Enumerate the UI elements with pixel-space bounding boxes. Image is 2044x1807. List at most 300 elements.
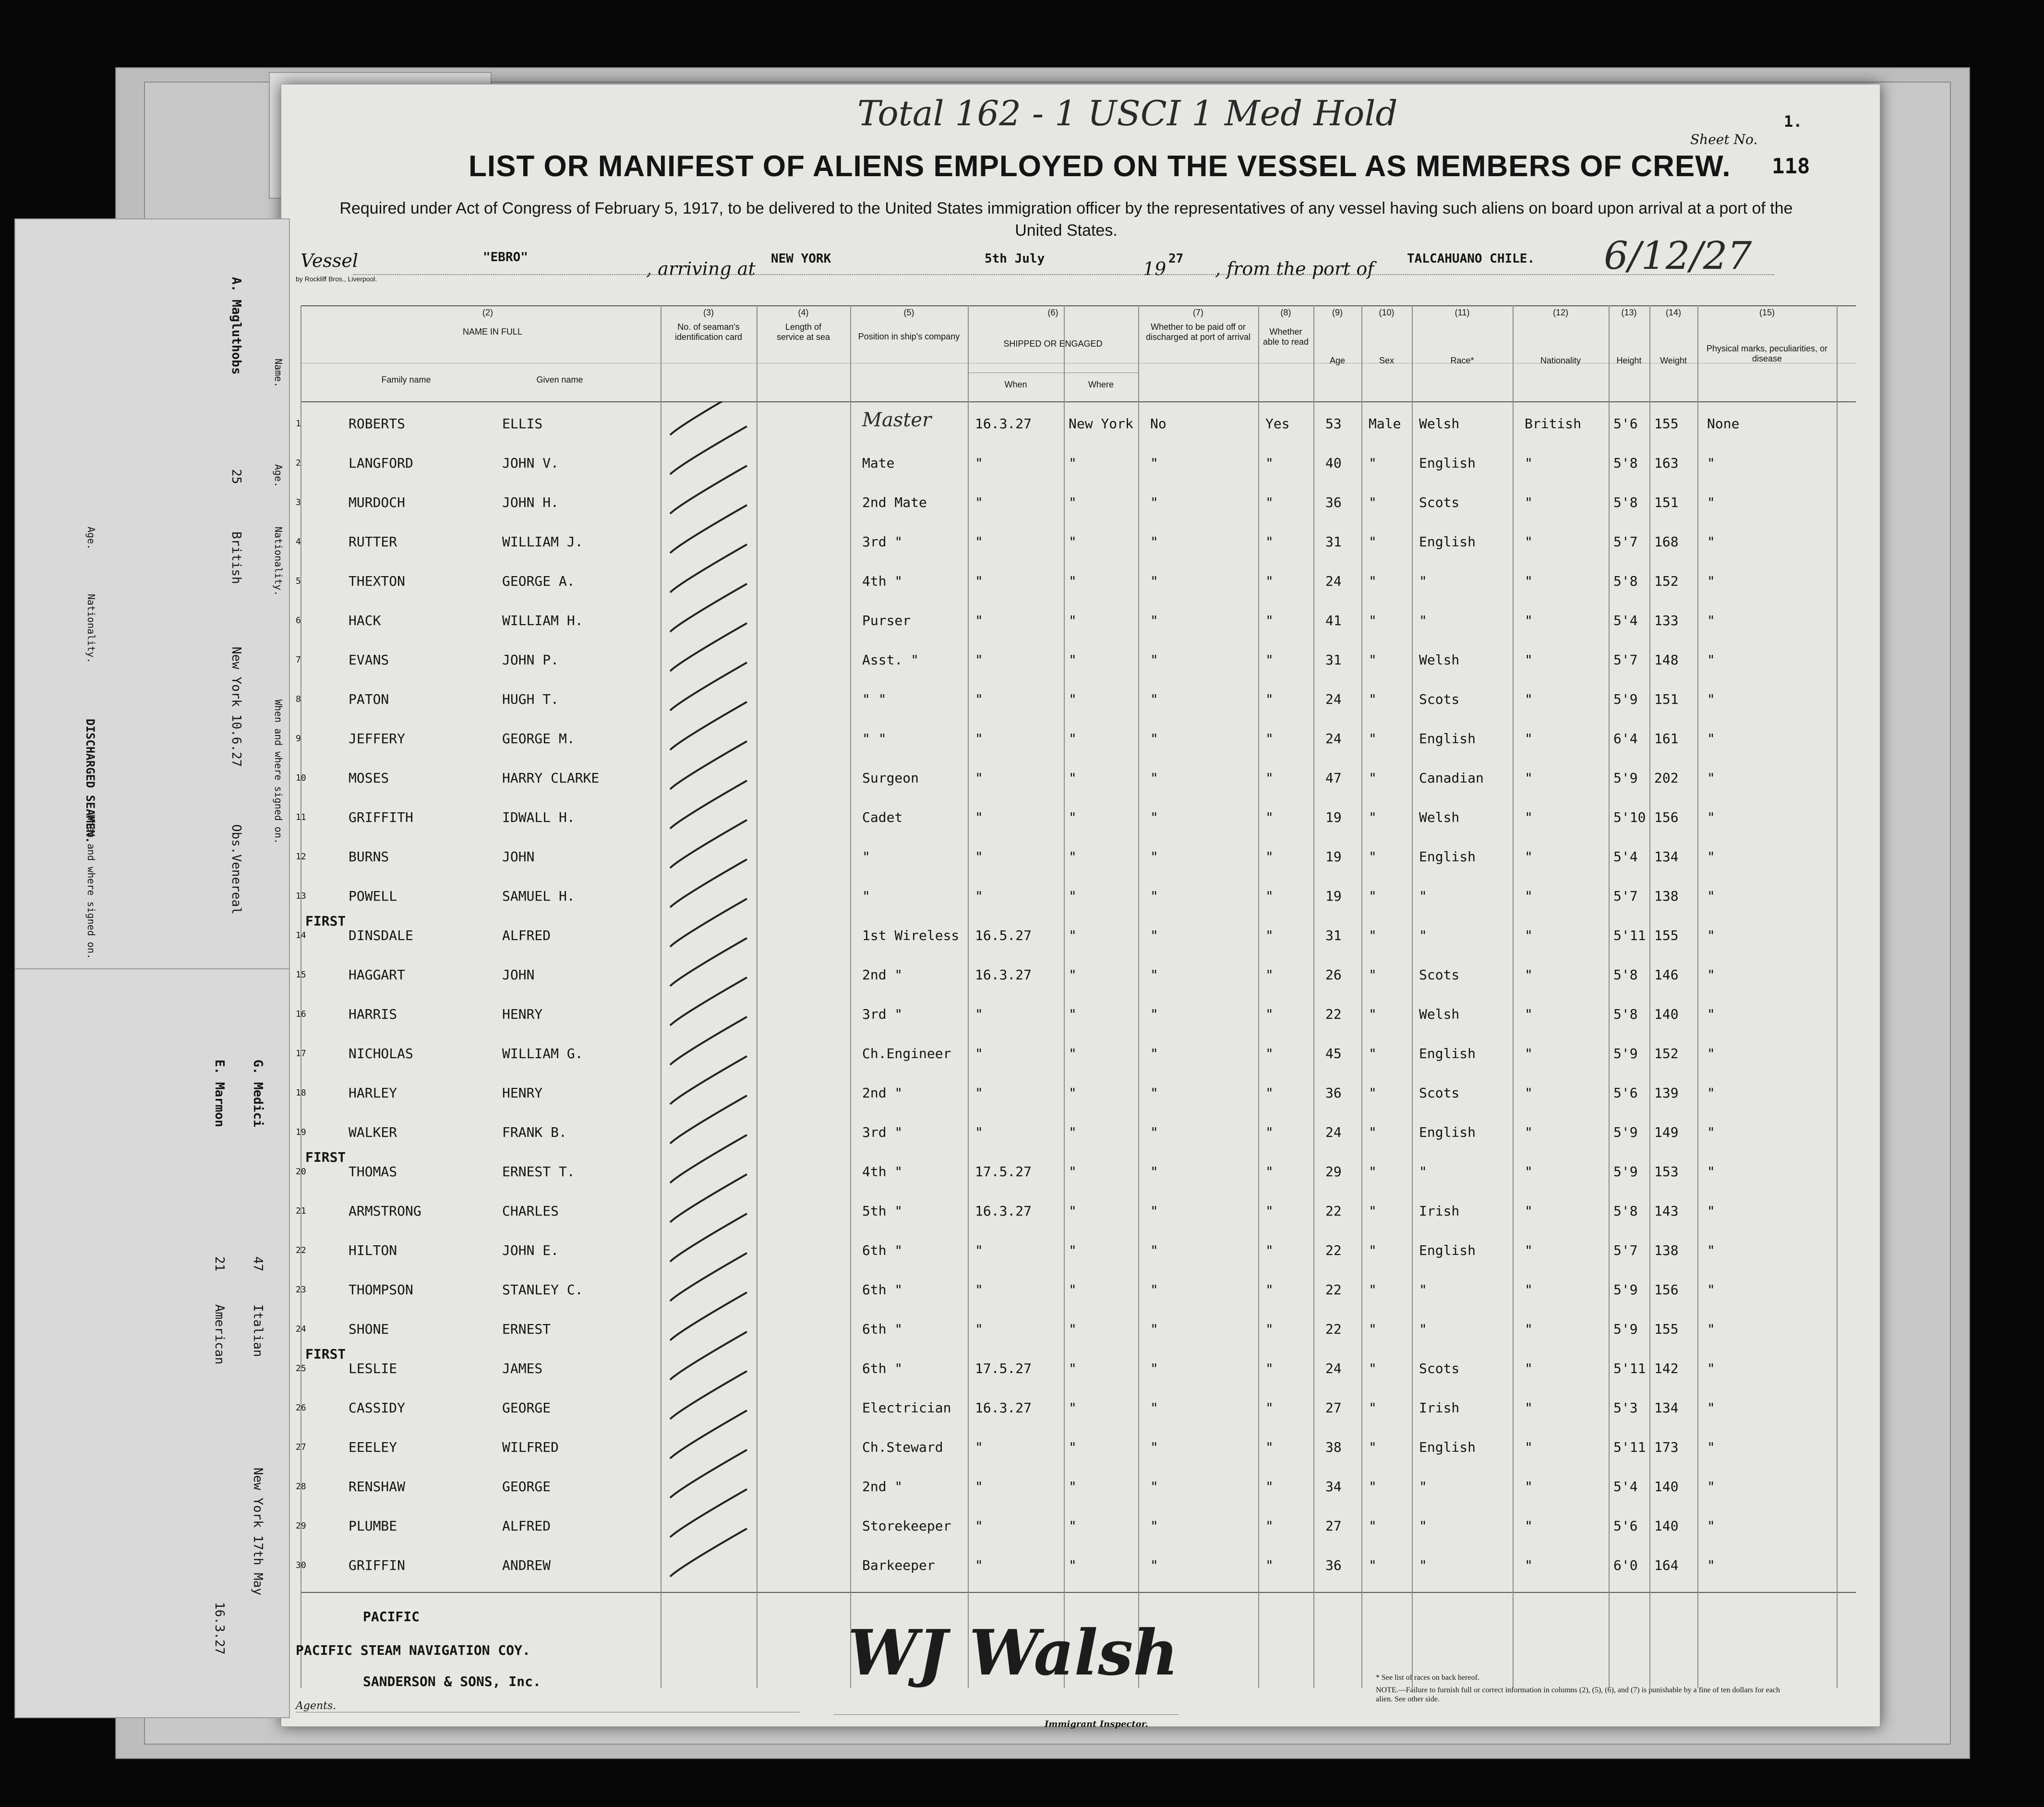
cell-shipped-when: 17.5.27 — [975, 1164, 1032, 1180]
cell-height: 5'8 — [1613, 967, 1638, 983]
cell-age: 38 — [1325, 1439, 1342, 1455]
cell-nationality: " — [1525, 1164, 1533, 1180]
cell-shipped-where: " — [1069, 888, 1077, 904]
flap-entry2-where: New York 17th May — [251, 1468, 265, 1596]
cell-weight: 149 — [1654, 1124, 1679, 1140]
crew-manifest-sheet — [281, 84, 1880, 1727]
cell-race: " — [1419, 1479, 1427, 1494]
discharged-seamen-flap — [14, 218, 290, 1718]
row-number: 30 — [296, 1560, 306, 1570]
cell-sex: " — [1369, 809, 1377, 825]
row-number: 18 — [296, 1088, 306, 1098]
cell-race: " — [1419, 1518, 1427, 1534]
cell-shipped-when: 16.5.27 — [975, 928, 1032, 943]
cell-shipped-where: " — [1069, 809, 1077, 825]
cell-weight: 146 — [1654, 967, 1679, 983]
cell-height: 5'8 — [1613, 573, 1638, 589]
cell-given-name: JOHN H. — [502, 494, 559, 510]
sheet-number: 1. — [1784, 112, 1803, 131]
cell-paid-off: " — [1150, 1321, 1158, 1337]
cell-shipped-when: " — [975, 691, 983, 707]
checkmark — [670, 1371, 747, 1419]
cell-race: " — [1419, 1557, 1427, 1573]
flap-entry1-name: A. Magluthobs — [229, 277, 243, 375]
cell-nationality: " — [1525, 809, 1533, 825]
cell-family-name: THOMPSON — [349, 1282, 413, 1298]
col-12-number: (12) — [1552, 308, 1568, 317]
row-number: 23 — [296, 1285, 306, 1295]
cell-race: " — [1419, 888, 1427, 904]
cell-physical-marks: " — [1707, 1282, 1715, 1298]
cell-shipped-where: " — [1069, 534, 1077, 550]
cell-shipped-when: " — [975, 534, 983, 550]
cell-given-name: WILFRED — [502, 1439, 559, 1455]
cell-family-name: MOSES — [349, 770, 389, 786]
cell-age: 19 — [1325, 849, 1342, 865]
flap-entry1-age: 25 — [229, 469, 243, 484]
arriving-label: , arriving at — [646, 258, 756, 279]
col-name-header: NAME IN FULL — [462, 327, 523, 337]
cell-height: 5'10 — [1613, 809, 1646, 825]
cell-weight: 139 — [1654, 1085, 1679, 1101]
cell-able-to-read: " — [1265, 1557, 1274, 1573]
cell-race: Irish — [1419, 1203, 1460, 1219]
cell-physical-marks: " — [1707, 652, 1715, 668]
cell-given-name: CHARLES — [502, 1203, 559, 1219]
cell-able-to-read: " — [1265, 455, 1274, 471]
cell-race: Scots — [1419, 494, 1460, 510]
cell-height: 5'7 — [1613, 1242, 1638, 1258]
cell-age: 47 — [1325, 770, 1342, 786]
cell-height: 5'9 — [1613, 1164, 1638, 1180]
row-number: 3 — [296, 497, 301, 507]
cell-weight: 134 — [1654, 849, 1679, 865]
cell-shipped-when: " — [975, 1006, 983, 1022]
checkmark — [670, 1174, 747, 1222]
cell-family-name: THEXTON — [349, 573, 406, 589]
cell-position: Electrician — [862, 1400, 951, 1416]
col-8-number: (8) — [1280, 308, 1291, 317]
cell-race: English — [1419, 1242, 1476, 1258]
cell-shipped-when: 16.3.27 — [975, 967, 1032, 983]
cell-weight: 133 — [1654, 613, 1679, 628]
cell-shipped-where: " — [1069, 1124, 1077, 1140]
cell-shipped-when: " — [975, 1282, 983, 1298]
cell-able-to-read: " — [1265, 573, 1274, 589]
cell-physical-marks: " — [1707, 928, 1715, 943]
cell-height: 5'9 — [1613, 1046, 1638, 1061]
cell-nationality: " — [1525, 1557, 1533, 1573]
cell-height: 5'8 — [1613, 1006, 1638, 1022]
cell-able-to-read: " — [1265, 1006, 1274, 1022]
cell-position: 3rd " — [862, 1006, 903, 1022]
cell-age: 22 — [1325, 1242, 1342, 1258]
cell-physical-marks: None — [1707, 416, 1740, 432]
col-rule — [1697, 305, 1698, 1688]
flap-age-subheader: Age. — [85, 527, 97, 550]
col-read-header: Whether able to read — [1262, 327, 1309, 347]
cell-shipped-where: " — [1069, 1006, 1077, 1022]
cell-nationality: " — [1525, 1085, 1533, 1101]
cell-age: 31 — [1325, 534, 1342, 550]
col-rule — [1361, 305, 1362, 1688]
cell-race: Scots — [1419, 1361, 1460, 1376]
cell-race: English — [1419, 731, 1476, 747]
page-number: 118 — [1772, 154, 1810, 179]
cell-height: 5'9 — [1613, 1321, 1638, 1337]
cell-sex: " — [1369, 613, 1377, 628]
agents-label: Agents. — [296, 1700, 337, 1712]
row-number: 26 — [296, 1403, 306, 1413]
flap-entry3-name: E. Marmon — [212, 1060, 227, 1127]
cell-height: 5'9 — [1613, 1282, 1638, 1298]
col-when-header: When — [1004, 380, 1027, 389]
cell-paid-off: " — [1150, 573, 1158, 589]
cell-age: 19 — [1325, 888, 1342, 904]
row-number: 5 — [296, 576, 301, 586]
cell-weight: 155 — [1654, 416, 1679, 432]
cell-given-name: JOHN P. — [502, 652, 559, 668]
cell-position: Cadet — [862, 809, 903, 825]
cell-able-to-read: " — [1265, 1400, 1274, 1416]
cell-given-name: JAMES — [502, 1361, 543, 1376]
cell-physical-marks: " — [1707, 1203, 1715, 1219]
cell-weight: 155 — [1654, 928, 1679, 943]
cell-physical-marks: " — [1707, 494, 1715, 510]
cell-sex: " — [1369, 1282, 1377, 1298]
cell-shipped-where: " — [1069, 494, 1077, 510]
cell-nationality: " — [1525, 967, 1533, 983]
cell-height: 5'3 — [1613, 1400, 1638, 1416]
cell-shipped-where: " — [1069, 691, 1077, 707]
cell-shipped-where: " — [1069, 1518, 1077, 1534]
cell-able-to-read: " — [1265, 494, 1274, 510]
flap-name-header: Name. — [273, 359, 284, 388]
cell-sex: " — [1369, 652, 1377, 668]
col-shipped-header: SHIPPED OR ENGAGED — [1003, 339, 1103, 349]
cell-position: Mate — [862, 455, 895, 471]
col-15-number: (15) — [1759, 308, 1775, 317]
col-weight-header: Weight — [1660, 356, 1687, 365]
row-number: 21 — [296, 1206, 306, 1216]
cell-age: 24 — [1325, 1124, 1342, 1140]
cell-shipped-where: " — [1069, 731, 1077, 747]
cell-height: 6'0 — [1613, 1557, 1638, 1573]
cell-family-name: HARLEY — [349, 1085, 397, 1101]
cell-nationality: " — [1525, 1282, 1533, 1298]
cell-shipped-where: " — [1069, 1400, 1077, 1416]
cell-physical-marks: " — [1707, 1085, 1715, 1101]
cell-sex: " — [1369, 1518, 1377, 1534]
checkmark — [670, 584, 747, 632]
checkmark — [670, 1332, 747, 1380]
cell-weight: 161 — [1654, 731, 1679, 747]
cell-height: 5'9 — [1613, 691, 1638, 707]
cell-weight: 156 — [1654, 809, 1679, 825]
cell-paid-off: No — [1150, 416, 1166, 432]
cell-race: " — [1419, 928, 1427, 943]
cell-position: " — [862, 849, 870, 865]
cell-height: 5'9 — [1613, 770, 1638, 786]
cell-able-to-read: " — [1265, 1242, 1274, 1258]
cell-sex: " — [1369, 1085, 1377, 1101]
cell-race: Welsh — [1419, 652, 1460, 668]
cell-height: 5'7 — [1613, 534, 1638, 550]
col-3-number: (3) — [703, 308, 714, 317]
cell-paid-off: " — [1150, 1203, 1158, 1219]
cell-paid-off: " — [1150, 1085, 1158, 1101]
checkmark — [670, 466, 747, 514]
vessel-line-rule — [353, 274, 1774, 275]
cell-paid-off: " — [1150, 849, 1158, 865]
col-2-number: (2) — [482, 308, 493, 317]
flap-entry1-where: New York 10.6.27 — [229, 647, 243, 767]
row-number: 24 — [296, 1324, 306, 1334]
cell-nationality: " — [1525, 731, 1533, 747]
cell-age: 24 — [1325, 731, 1342, 747]
col-age-header: Age — [1329, 356, 1346, 365]
cell-paid-off: " — [1150, 1124, 1158, 1140]
cell-paid-off: " — [1150, 1518, 1158, 1534]
flap-entry1-reason: Obs.Venereal — [229, 824, 243, 915]
cell-height: 5'6 — [1613, 1085, 1638, 1101]
cell-given-name: WILLIAM J. — [502, 534, 583, 550]
cell-race: Irish — [1419, 1400, 1460, 1416]
cell-height: 5'7 — [1613, 888, 1638, 904]
cell-position: 5th " — [862, 1203, 903, 1219]
cell-family-name: GRIFFITH — [349, 809, 413, 825]
printer-label: by Rockliff Bros., Liverpool. — [296, 275, 377, 283]
cell-position: 2nd " — [862, 1085, 903, 1101]
cell-position: Ch.Engineer — [862, 1046, 951, 1061]
row-number: 11 — [296, 812, 306, 822]
arrival-date: 5th July — [985, 252, 1045, 266]
cell-shipped-when: " — [975, 1321, 983, 1337]
cell-shipped-where: " — [1069, 1282, 1077, 1298]
checkmark — [670, 623, 747, 671]
row-number: 12 — [296, 852, 306, 862]
col-rule — [1649, 305, 1650, 1688]
cell-family-name: BURNS — [349, 849, 389, 865]
cell-given-name: GEORGE M. — [502, 731, 575, 747]
cell-weight: 140 — [1654, 1479, 1679, 1494]
cell-position: Storekeeper — [862, 1518, 951, 1534]
cell-able-to-read: " — [1265, 1046, 1274, 1061]
cell-weight: 168 — [1654, 534, 1679, 550]
cell-shipped-when: " — [975, 849, 983, 865]
cell-race: English — [1419, 1439, 1476, 1455]
cell-age: 27 — [1325, 1400, 1342, 1416]
checkmark — [670, 859, 747, 907]
col-14-number: (14) — [1665, 308, 1681, 317]
col-idcard-header: No. of seaman's identification card — [674, 322, 743, 342]
cell-given-name: ERNEST — [502, 1321, 551, 1337]
cell-family-name: EEELEY — [349, 1439, 397, 1455]
year-prefix: 19 — [1143, 258, 1166, 279]
row-prefix: FIRST — [305, 1149, 346, 1165]
cell-sex: " — [1369, 1439, 1377, 1455]
checkmark — [670, 741, 747, 789]
cell-age: 27 — [1325, 1518, 1342, 1534]
cell-physical-marks: " — [1707, 1479, 1715, 1494]
cell-able-to-read: " — [1265, 928, 1274, 943]
cell-nationality: " — [1525, 888, 1533, 904]
row-number: 10 — [296, 773, 306, 783]
row-number: 1 — [296, 419, 301, 429]
handwritten-total: Total 162 - 1 USCI 1 Med Hold — [857, 93, 1398, 133]
vessel-label: Vessel — [301, 250, 359, 271]
col-13-number: (13) — [1621, 308, 1637, 317]
header-top-rule — [301, 305, 1856, 306]
cell-physical-marks: " — [1707, 967, 1715, 983]
cell-weight: 156 — [1654, 1282, 1679, 1298]
cell-paid-off: " — [1150, 494, 1158, 510]
cell-given-name: FRANK B. — [502, 1124, 567, 1140]
cell-given-name: GEORGE — [502, 1479, 551, 1494]
cell-physical-marks: " — [1707, 455, 1715, 471]
cell-physical-marks: " — [1707, 1124, 1715, 1140]
cell-race: English — [1419, 849, 1476, 865]
cell-race: " — [1419, 1164, 1427, 1180]
cell-given-name: ALFRED — [502, 928, 551, 943]
cell-family-name: HAGGART — [349, 967, 406, 983]
cell-paid-off: " — [1150, 1439, 1158, 1455]
row-number: 13 — [296, 891, 306, 901]
cell-sex: Male — [1369, 416, 1401, 432]
row-number: 4 — [296, 537, 301, 547]
cell-shipped-where: " — [1069, 928, 1077, 943]
checkmark — [670, 702, 747, 750]
col-position-header: Position in ship's company — [858, 332, 960, 341]
cell-sex: " — [1369, 731, 1377, 747]
cell-paid-off: " — [1150, 967, 1158, 983]
cell-shipped-where: " — [1069, 1479, 1077, 1494]
arrival-year: 27 — [1168, 252, 1184, 266]
cell-sex: " — [1369, 1124, 1377, 1140]
cell-family-name: ARMSTRONG — [349, 1203, 421, 1219]
cell-given-name: HENRY — [502, 1085, 543, 1101]
cell-family-name: HACK — [349, 613, 381, 628]
cell-height: 5'8 — [1613, 494, 1638, 510]
cell-height: 5'9 — [1613, 1124, 1638, 1140]
checkmark — [670, 663, 747, 711]
cell-shipped-when: " — [975, 1046, 983, 1061]
cell-sex: " — [1369, 770, 1377, 786]
cell-family-name: HILTON — [349, 1242, 397, 1258]
cell-sex: " — [1369, 1203, 1377, 1219]
cell-given-name: ANDREW — [502, 1557, 551, 1573]
col-rule — [1313, 305, 1314, 1688]
row-number: 20 — [296, 1167, 306, 1177]
flap-entry3-nationality: American — [212, 1304, 227, 1365]
cell-able-to-read: " — [1265, 1518, 1274, 1534]
cell-position: Barkeeper — [862, 1557, 935, 1573]
cell-race: Welsh — [1419, 416, 1460, 432]
cell-height: 5'6 — [1613, 1518, 1638, 1534]
cell-nationality: " — [1525, 652, 1533, 668]
cell-nationality: " — [1525, 1400, 1533, 1416]
cell-paid-off: " — [1150, 1361, 1158, 1376]
races-note: * See list of races on back hereof. — [1376, 1674, 1479, 1682]
cell-given-name: GEORGE — [502, 1400, 551, 1416]
cell-able-to-read: " — [1265, 888, 1274, 904]
flap-where-header: When and where signed on. — [273, 699, 284, 844]
cell-family-name: HARRIS — [349, 1006, 397, 1022]
row-number: 17 — [296, 1048, 306, 1059]
checkmark — [670, 899, 747, 947]
cell-nationality: " — [1525, 1046, 1533, 1061]
col-11-number: (11) — [1455, 308, 1470, 317]
cell-sex: " — [1369, 1361, 1377, 1376]
cell-position: 2nd Mate — [862, 494, 927, 510]
checkmark — [670, 1450, 747, 1498]
flap-entry2-nationality: Italian — [251, 1304, 265, 1357]
cell-family-name: MURDOCH — [349, 494, 406, 510]
cell-shipped-where: " — [1069, 613, 1077, 628]
cell-shipped-where: " — [1069, 967, 1077, 983]
penalty-note: NOTE.—Failure to furnish full or correct information in columns (2), (5), (6), and (7) is punishable by a fine of ten dollars for each alien. See other side. — [1376, 1686, 1780, 1703]
col-4-number: (4) — [798, 308, 809, 317]
cell-family-name: GRIFFIN — [349, 1557, 406, 1573]
cell-race: Welsh — [1419, 809, 1460, 825]
cell-nationality: British — [1525, 416, 1582, 432]
cell-given-name: HUGH T. — [502, 691, 559, 707]
arriving-port: NEW YORK — [771, 252, 831, 266]
cell-weight: 148 — [1654, 652, 1679, 668]
flap-divider — [15, 968, 289, 969]
cell-weight: 155 — [1654, 1321, 1679, 1337]
agent-line-2: PACIFIC STEAM NAVIGATION COY. — [296, 1642, 530, 1658]
cell-age: 19 — [1325, 809, 1342, 825]
cell-paid-off: " — [1150, 652, 1158, 668]
cell-age: 40 — [1325, 455, 1342, 471]
cell-race: Scots — [1419, 967, 1460, 983]
col-nationality-header: Nationality — [1540, 356, 1581, 365]
cell-race: Canadian — [1419, 770, 1484, 786]
cell-paid-off: " — [1150, 1242, 1158, 1258]
cell-age: 22 — [1325, 1006, 1342, 1022]
checkmark — [670, 1489, 747, 1537]
checkmark — [670, 938, 747, 986]
cell-sex: " — [1369, 534, 1377, 550]
flap-entry1-nationality: British — [229, 531, 243, 584]
cell-nationality: " — [1525, 455, 1533, 471]
checkmark — [670, 977, 747, 1025]
cell-physical-marks: " — [1707, 849, 1715, 865]
flap-entry2-age: 47 — [251, 1256, 265, 1272]
cell-family-name: PATON — [349, 691, 389, 707]
cell-physical-marks: " — [1707, 809, 1715, 825]
cell-physical-marks: " — [1707, 573, 1715, 589]
row-number: 25 — [296, 1363, 306, 1373]
cell-age: 31 — [1325, 928, 1342, 943]
checkmark — [670, 1135, 747, 1183]
cell-shipped-when: " — [975, 455, 983, 471]
cell-family-name: LANGFORD — [349, 455, 413, 471]
cell-given-name: JOHN V. — [502, 455, 559, 471]
flap-nationality-header: Nationality. — [273, 527, 284, 596]
cell-shipped-when: " — [975, 1479, 983, 1494]
cell-paid-off: " — [1150, 1006, 1158, 1022]
cell-family-name: EVANS — [349, 652, 389, 668]
cell-age: 24 — [1325, 573, 1342, 589]
cell-position: 2nd " — [862, 967, 903, 983]
cell-able-to-read: " — [1265, 613, 1274, 628]
cell-shipped-when: " — [975, 1439, 983, 1455]
cell-shipped-where: " — [1069, 1321, 1077, 1337]
cell-able-to-read: " — [1265, 1203, 1274, 1219]
cell-shipped-where: " — [1069, 1361, 1077, 1376]
